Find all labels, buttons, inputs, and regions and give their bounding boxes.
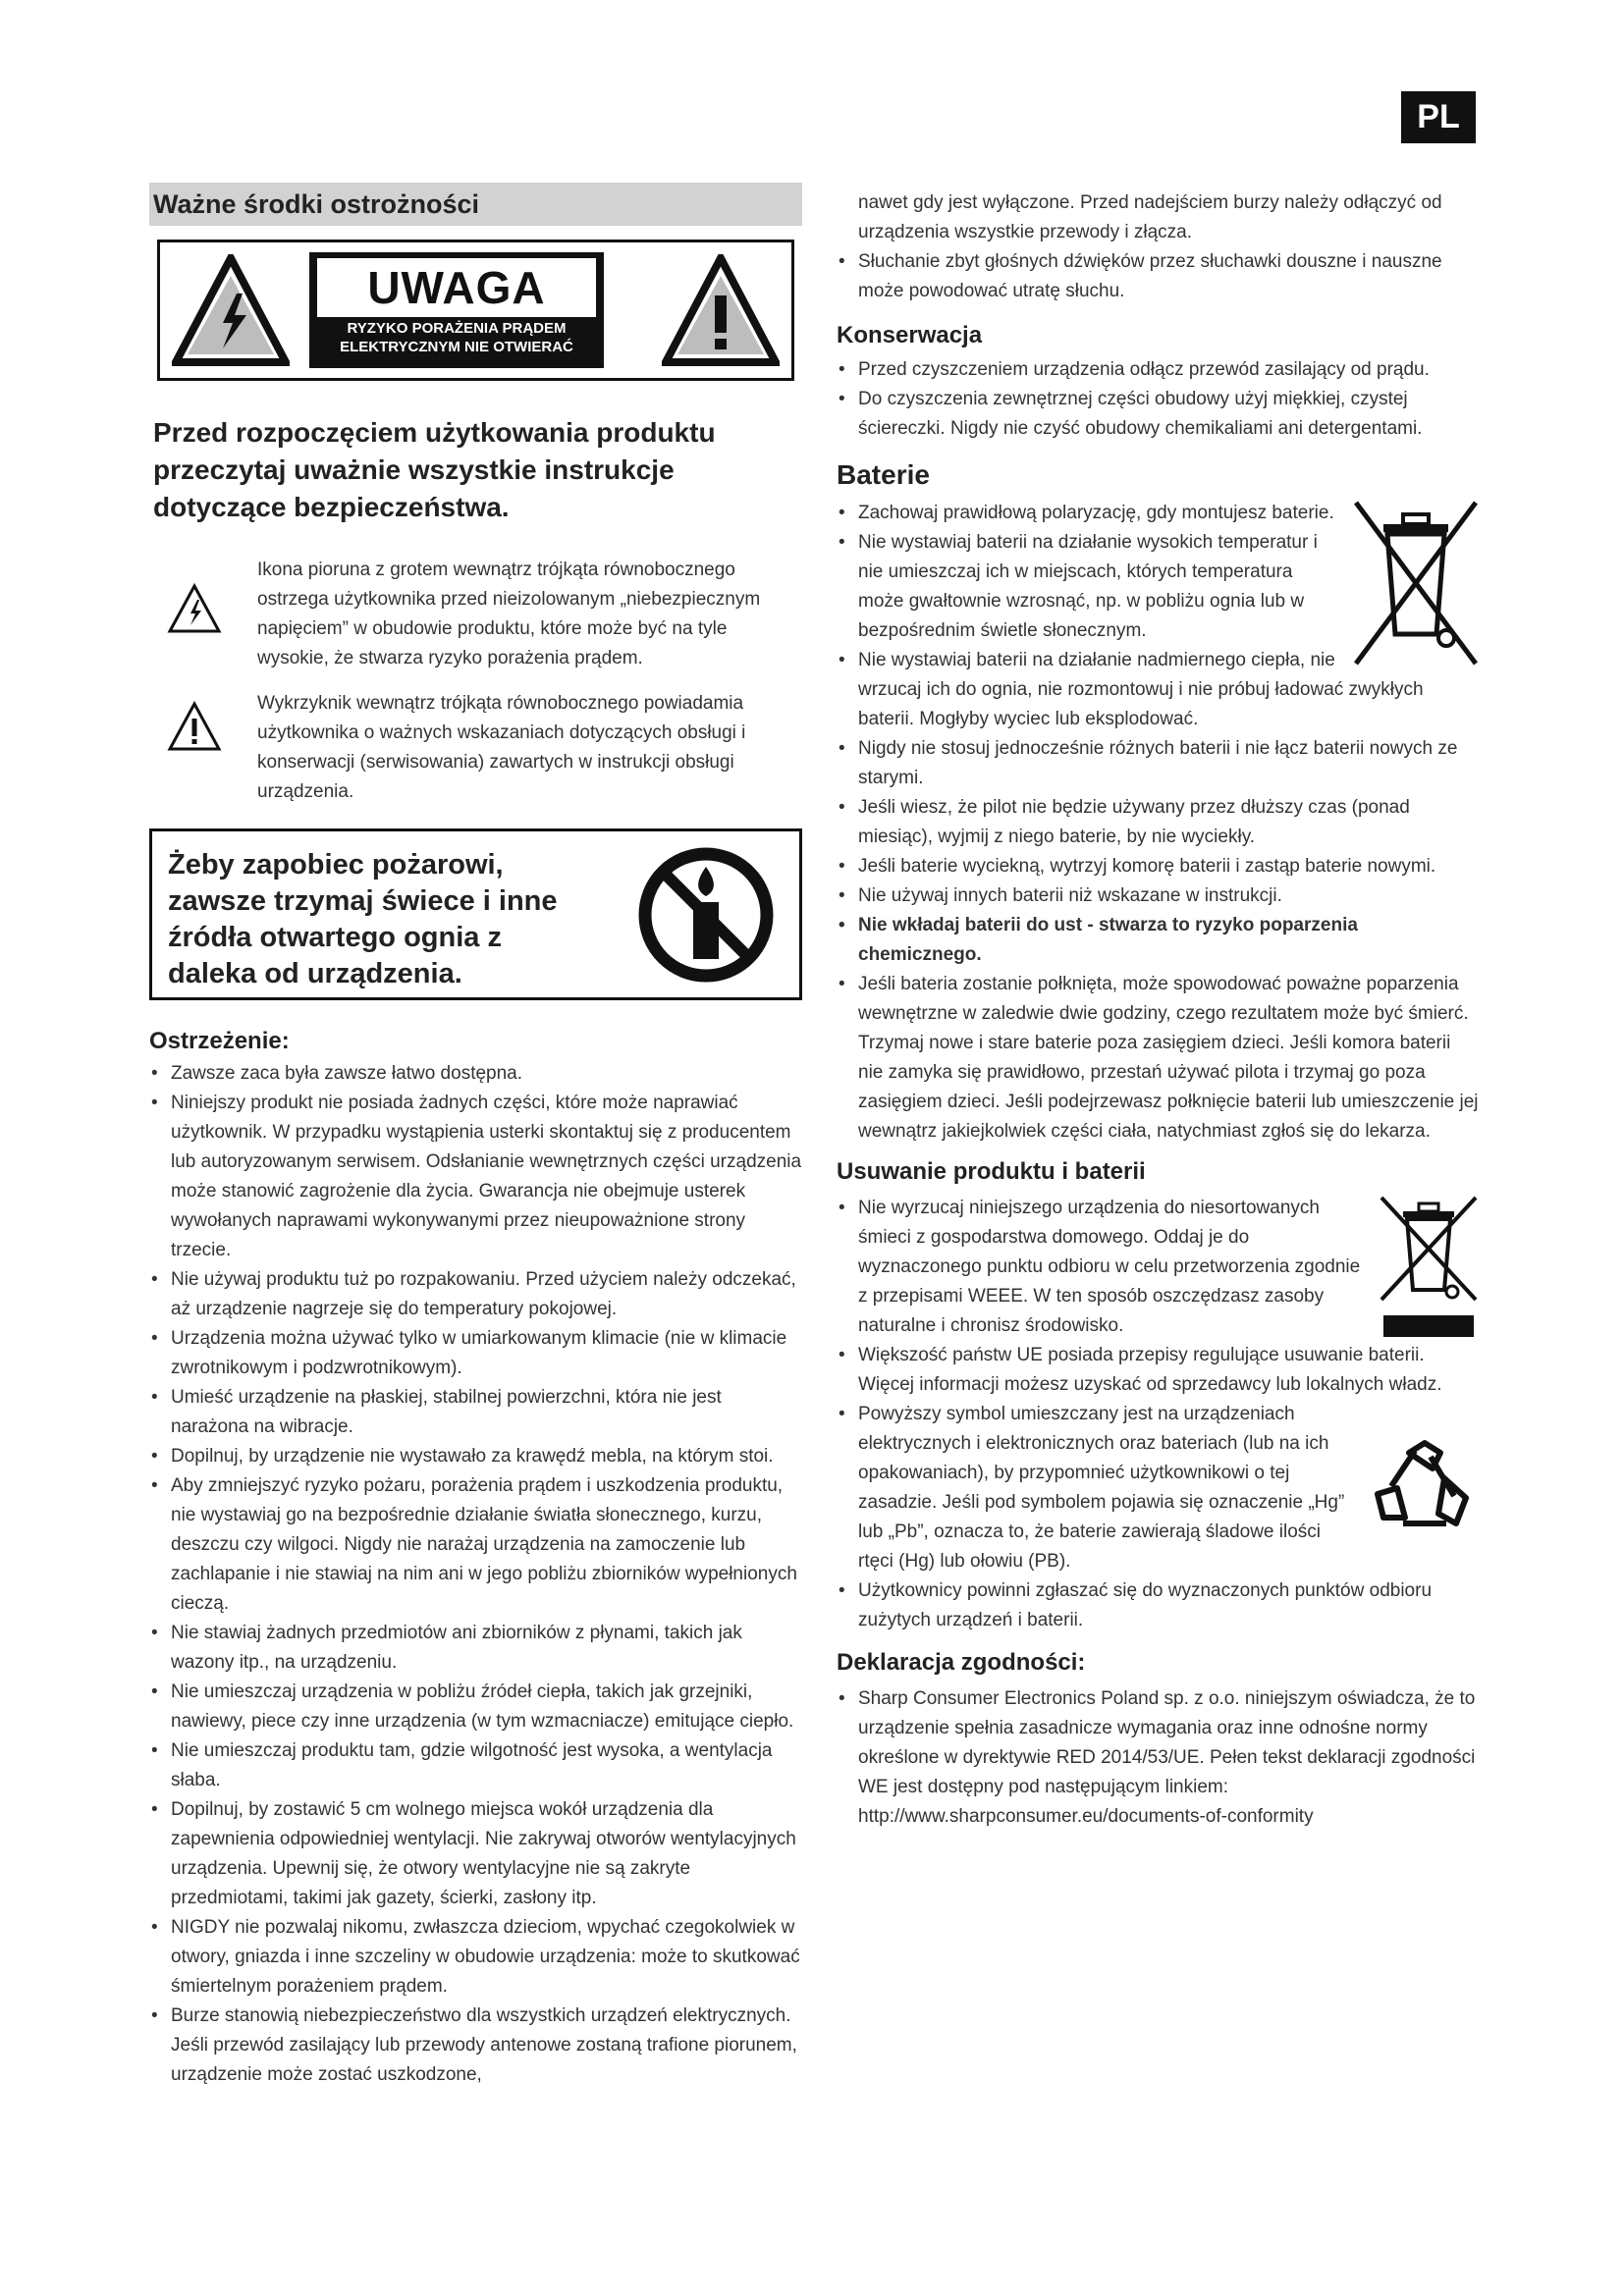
list-item: • Przed czyszczeniem urządzenia odłącz przewód zasilający od prądu. (837, 355, 1480, 385)
disposal-list (837, 1194, 1480, 1635)
caution-label (309, 252, 604, 368)
exclamation-explanation-text: Wykrzyknik wewnątrz trójkąta równobocznego powiadamia użytkownika o ważnych wskazaniach dotyczących obsługi i konserwacji (serwisowania) zawartych w instrukcji obsługi urządzenia. (257, 693, 746, 802)
list-item: • Nie wyrzucaj niniejszego urządzenia do niesortowanych śmieci z gospodarstwa domowego. Oddaj je do wyznaczonego punktu odbioru w celu przetworzenia zgodnie z przepisami WEEE. W ten sposób oszczędzasz zasoby naturalne i chronisz środowisko. (837, 1194, 1480, 1341)
lightning-warning-icon (172, 254, 290, 366)
lightning-explanation (149, 556, 802, 673)
intro-heading: Przed rozpoczęciem użytkowania produktu przeczytaj uważnie wszystkie instrukcje dotyczące bezpieczeństwa. (153, 417, 716, 522)
list-item (837, 1400, 1480, 1576)
list-item: • Urządzenia można używać tylko w umiarkowanym klimacie (nie w klimacie zwrotnikowym i podzwrotnikowym). (149, 1324, 802, 1383)
list-item: • Niniejszy produkt nie posiada żadnych części, które może naprawiać użytkownik. W przypadku wystąpienia usterki skontaktuj się z producentem lub autoryzowanym serwisem. Odsłanianie wewnętrznych części urządzenia może stanowić zagrożenie dla życia. Gwarancja nie obejmuje usterek wywołanych naprawami wykonywanymi przez nieupoważnione strony trzecie. (149, 1089, 802, 1265)
list-item: • Jeśli wiesz, że pilot nie będzie używany przez dłuższy czas (ponad miesiąc), wyjmij z niego baterie, by nie wyciekły. (837, 793, 1480, 852)
weee-symbol-text: Powyższy symbol umieszczany jest na urządzeniach elektrycznych i elektronicznych oraz bateriach (lub na ich opakowaniach), by przypomnieć użytkownikowi o tej zasadzie. Jeśli pod symbolem pojawia się oznaczenie „Hg” lub „Pb”, oznacza to, że baterie zawierają śladowe ilości rtęci (Hg) lub ołowiu (PB). (858, 1404, 1345, 1572)
disposal-heading: Usuwanie produktu i baterii (837, 1158, 1146, 1185)
batteries-list (837, 499, 1480, 1147)
list-item: • Słuchanie zbyt głośnych dźwięków przez słuchawki douszne i nauszne może powodować utratę słuchu. (837, 247, 1480, 306)
list-item: • Zachowaj prawidłową polaryzację, gdy montujesz baterie. (837, 499, 1480, 528)
section-title-bar: Ważne środki ostrożności (149, 183, 802, 226)
maintenance-heading: Konserwacja (837, 322, 983, 348)
continued-text: nawet gdy jest wyłączone. Przed nadejściem burzy należy odłączyć od urządzenia wszystkie przewody i złącza. (858, 192, 1442, 242)
left-column (149, 183, 802, 2090)
exclamation-explanation (149, 689, 802, 807)
declaration-list (837, 1684, 1480, 1832)
list-item: • Zawsze zaca była zawsze łatwo dostępna. (149, 1059, 802, 1089)
caution-subtitle-line2: ELEKTRYCZNYM NIE OTWIERAĆ (340, 339, 573, 355)
fire-warning-box (149, 828, 802, 1000)
warnings-heading: Ostrzeżenie: (149, 1028, 290, 1054)
language-badge: PL (1401, 91, 1476, 143)
lightning-explanation-text: Ikona pioruna z grotem wewnątrz trójkąta równobocznego ostrzega użytkownika przed nieizolowanym „niebezpiecznym napięciem” w obudowie produktu, które może być na tyle wysokie, że stwarza ryzyko porażenia prądem. (257, 560, 761, 668)
list-item: • Nie wystawiaj baterii na działanie wysokich temperatur i nie umieszczaj ich w miejscach, których temperatura może gwałtownie wzrosnąć, np. w pobliżu ognia lub w bezpośrednim świetle słonecznym. (837, 528, 1480, 646)
list-item: • Większość państw UE posiada przepisy regulujące usuwanie baterii. Więcej informacji możesz uzyskać od sprzedawcy lub lokalnych władz. (837, 1341, 1480, 1400)
headphones-list (837, 247, 1480, 306)
list-item: • Dopilnuj, by zostawić 5 cm wolnego miejsca wokół urządzenia dla zapewnienia odpowiedniej wentylacji. Nie zakrywaj otworów wentylacyjnych urządzenia. Upewnij się, że otwory wentylacyjne nie są zakryte przedmiotami, takimi jak gazety, ścierki, zasłony itp. (149, 1795, 802, 1913)
fire-warning-text: Żeby zapobiec pożarowi, zawsze trzymaj świece i inne źródła otwartego ognia z daleka od urządzenia. (168, 849, 558, 989)
list-item: • Nie umieszczaj urządzenia w pobliżu źródeł ciepła, takich jak grzejniki, nawiewy, piece czy inne urządzenia (w tym wzmacniacze) emitujące ciepło. (149, 1678, 802, 1736)
list-item: • Sharp Consumer Electronics Poland sp. z o.o. niniejszym oświadcza, że to urządzenie spełnia zasadnicze wymagania oraz inne odnośne normy określone w dyrektywie RED 2014/53/UE. Pełen tekst deklaracji zgodności WE jest dostępny pod następującym linkiem: http://www.sharpconsumer.eu/documents-of-conformity (837, 1684, 1480, 1832)
exclamation-triangle-icon (167, 701, 222, 752)
exclamation-warning-icon (662, 254, 780, 366)
list-item: • Użytkownicy powinni zgłaszać się do wyznaczonych punktów odbioru zużytych urządzeń i baterii. (837, 1576, 1480, 1635)
list-item: • Nie stawiaj żadnych przedmiotów ani zbiorników z płynami, takich jak wazony itp., na urządzeniu. (149, 1619, 802, 1678)
list-item: • Nie umieszczaj produktu tam, gdzie wilgotność jest wysoka, a wentylacja słaba. (149, 1736, 802, 1795)
list-item: • Nie używaj produktu tuż po rozpakowaniu. Przed użyciem należy odczekać, aż urządzenie nagrzeje się do temperatury pokojowej. (149, 1265, 802, 1324)
list-item: • Dopilnuj, by urządzenie nie wystawało za krawędź mebla, na którym stoi. (149, 1442, 802, 1471)
maintenance-list (837, 355, 1480, 444)
no-open-flame-icon (634, 843, 778, 987)
list-item: • Nigdy nie stosuj jednocześnie różnych baterii i nie łącz baterii nowych ze starymi. (837, 734, 1480, 793)
recycle-icon (1370, 1439, 1480, 1541)
disposal-section (837, 1194, 1480, 1635)
list-item: • Nie wystawiaj baterii na działanie nadmiernego ciepła, nie wrzucaj ich do ognia, nie rozmontowuj i nie próbuj ładować zwykłych baterii. Mogłyby wyciec lub eksplodować. (837, 646, 1480, 734)
list-item: • Do czyszczenia zewnętrznej części obudowy użyj miękkiej, czystej ściereczki. Nigdy nie czyść obudowy chemikaliami ani detergentami. (837, 385, 1480, 444)
list-item: • Umieść urządzenie na płaskiej, stabilnej powierzchni, która nie jest narażona na wibracje. (149, 1383, 802, 1442)
declaration-heading: Deklaracja zgodności: (837, 1649, 1086, 1676)
warnings-list (149, 1059, 802, 2090)
list-item: • Jeśli baterie wyciekną, wytrzyj komorę baterii i zastąp baterie nowymi. (837, 852, 1480, 881)
list-item: • Aby zmniejszyć ryzyko pożaru, porażenia prądem i uszkodzenia produktu, nie wystawiaj go na bezpośrednie działanie światła słonecznego, kurzu, deszczu czy wilgoci. Nigdy nie narażaj urządzenia na zamoczenie lub zachlapanie i nie stawiaj na nim ani w jego pobliżu zbiorników wypełnionych cieczą. (149, 1471, 802, 1619)
caution-title: UWAGA (317, 258, 596, 317)
list-item: • Nie wkładaj baterii do ust - stwarza to ryzyko poparzenia chemicznego. (837, 911, 1480, 970)
batteries-heading: Baterie (837, 459, 930, 490)
list-item: • Burze stanowią niebezpieczeństwo dla wszystkich urządzeń elektrycznych. Jeśli przewód zasilający lub przewody antenowe zostaną trafione piorunem, urządzenie może zostać uszkodzone, (149, 2002, 802, 2090)
list-item: • Nie używaj innych baterii niż wskazane w instrukcji. (837, 881, 1480, 911)
caution-subtitle-line1: RYZYKO PORAŻENIA PRĄDEM (347, 320, 567, 337)
list-item: • NIGDY nie pozwalaj nikomu, zwłaszcza dzieciom, wpychać czegokolwiek w otwory, gniazda i inne szczeliny w obudowie urządzenia: może to skutkować śmiertelnym porażeniem prądem. (149, 1913, 802, 2002)
batteries-section (837, 499, 1480, 1147)
caution-banner (157, 240, 794, 381)
caution-subtitle (309, 319, 604, 356)
list-item: • Jeśli bateria zostanie połknięta, może spowodować poważne poparzenia wewnętrzne w zaledwie dwie godziny, czego rezultatem może być śmierć. Trzymaj nowe i stare baterie poza zasięgiem dzieci. Jeśli komora baterii nie zamyka się prawidłowo, przestań używać pilota i trzymaj go poza zasięgiem dzieci. Jeśli podejrzewasz połknięcie baterii lub umieszczenie jej wewnątrz jakiejkolwiek części ciała, natychmiast zgłoś się do lekarza. (837, 970, 1480, 1147)
lightning-triangle-icon (167, 583, 222, 634)
right-column (837, 188, 1480, 1832)
